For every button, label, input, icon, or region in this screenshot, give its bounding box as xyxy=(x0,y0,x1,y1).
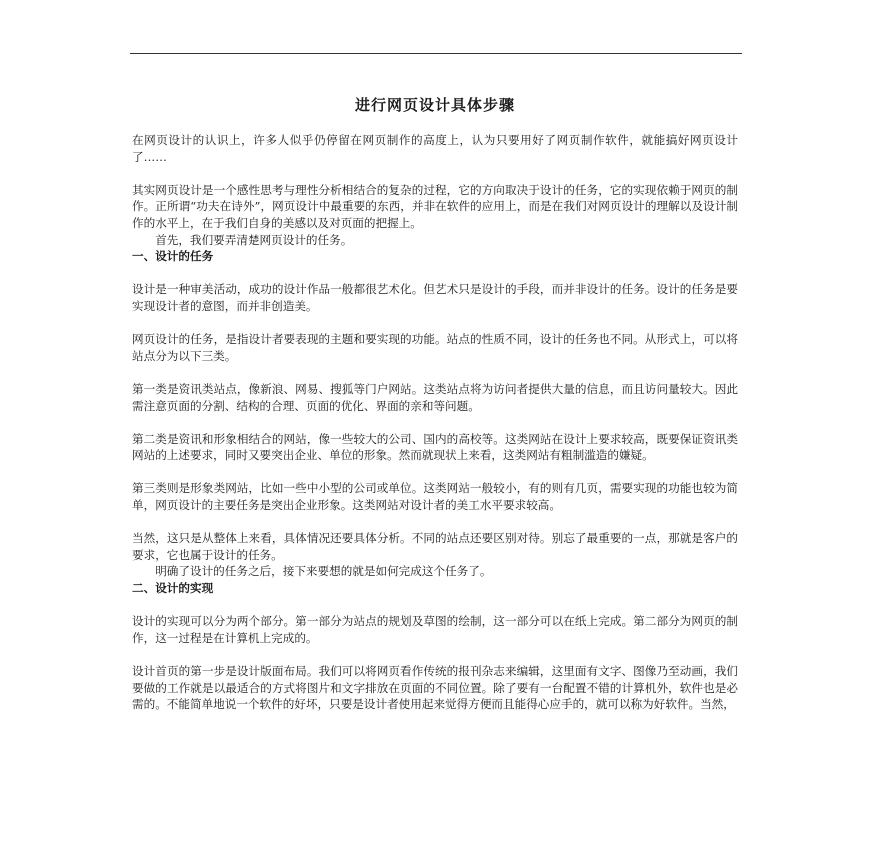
paragraph-next: 明确了设计的任务之后，接下来要想的就是如何完成这个任务了。 xyxy=(155,564,492,579)
paragraph-type-two: 第二类是资讯和形象相结合的网站，像一些较大的公司、国内的高校等。这类网站在设计上要求较高，既要保证资讯类网站的上述要求，同时又要突出企业、单位的形象。然而就现状上来看，这类网站有粗制滥造的嫌疑。 xyxy=(132,431,738,463)
paragraph-of-course: 当然，这只是从整体上来看，具体情况还要具体分析。不同的站点还要区别对待。别忘了最重要的一点，那就是客户的要求，它也属于设计的任务。 xyxy=(132,531,738,562)
paragraph-web-task: 网页设计的任务，是指设计者要表现的主题和要实现的功能。站点的性质不同，设计的任务也不同。从形式上，可以将站点分为以下三类。 xyxy=(132,332,738,363)
paragraph-design-aesthetic: 设计是一种审美活动，成功的设计作品一般都很艺术化。但艺术只是设计的手段，而并非设计的任务。设计的任务是要实现设计者的意图，而并非创造美。 xyxy=(132,282,738,313)
section-heading-implementation: 二、设计的实现 xyxy=(132,581,214,596)
document-body xyxy=(132,132,738,713)
paragraph-type-three: 第三类则是形象类网站，比如一些中小型的公司或单位。这类网站一般较小，有的则有几页，需要实现的功能也较为简单，网页设计的主要任务是突出企业形象。这类网站对设计者的美工水平要求较高。 xyxy=(132,481,738,513)
paragraph-type-one: 第一类是资讯类站点，像新浪、网易、搜狐等门户网站。这类站点将为访问者提供大量的信息，而且访问量较大。因此需注意页面的分割、结构的合理、页面的优化、界面的亲和等问题。 xyxy=(132,381,738,413)
document-title: 进行网页设计具体步骤 xyxy=(354,96,515,114)
paragraph-two-parts: 设计的实现可以分为两个部分。第一部分为站点的规划及草图的绘制，这一部分可以在纸上完成。第二部分为网页的制作，这一过程是在计算机上完成的。 xyxy=(132,614,738,645)
paragraph-first: 首先，我们要弄清楚网页设计的任务。 xyxy=(155,232,353,247)
paragraph-intro: 在网页设计的认识上，许多人似乎仍停留在网页制作的高度上，认为只要用好了网页制作软件，就能搞好网页设计了…… xyxy=(132,133,738,164)
paragraph-design-nature: 其实网页设计是一个感性思考与理性分析相结合的复杂的过程，它的方向取决于设计的任务，它的实现依赖于网页的制作。正所谓“功夫在诗外”，网页设计中最重要的东西，并非在软件的应用上，而是在我们对网页设计的理解以及设计制作的水平上，在于我们自身的美感以及对页面的把握上。 xyxy=(132,182,738,230)
paragraph-layout: 设计首页的第一步是设计版面布局。我们可以将网页看作传统的报刊杂志来编辑，这里面有文字、图像乃至动画，我们要做的工作就是以最适合的方式将图片和文字排放在页面的不同位置。除了要有一台配置不错的计算机外，软件也是必需的。不能简单地说一个软件的好坏，只要是设计者使用起来觉得方便而且能得心应手的，就可以称为好软件。当然， xyxy=(132,664,738,712)
header-rule xyxy=(130,53,742,54)
section-heading-task: 一、设计的任务 xyxy=(132,249,214,264)
